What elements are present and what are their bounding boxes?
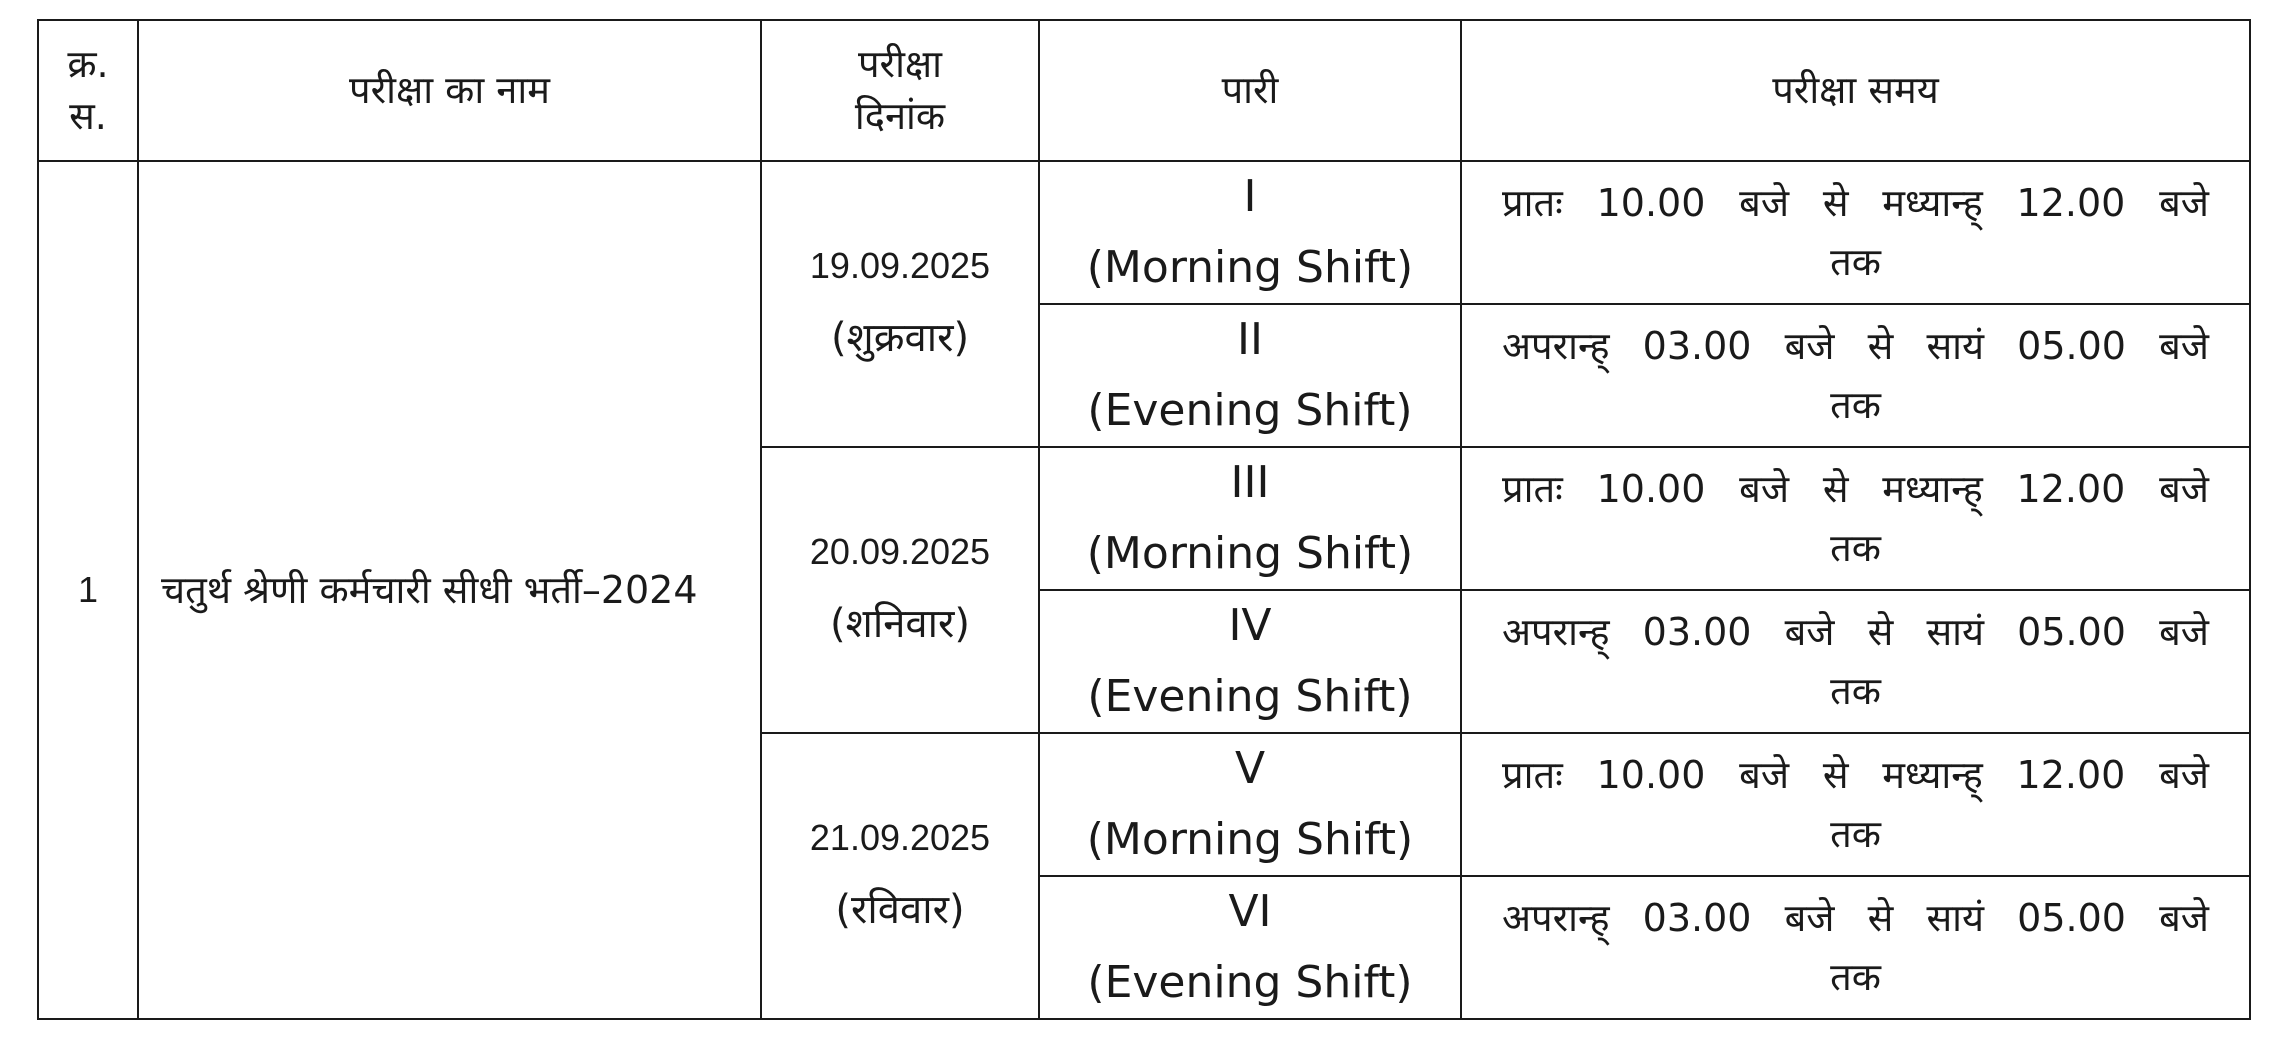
exam-date-cell: [761, 733, 1039, 1019]
header-exam-time: परीक्षा समय: [1461, 20, 2250, 161]
exam-time-cell: [1461, 447, 2250, 590]
exam-time-cell: [1461, 733, 2250, 876]
shift-cell: [1039, 590, 1461, 733]
exam-date-cell: [761, 161, 1039, 447]
exam-day: (रविवार): [835, 887, 965, 934]
exam-day: (शनिवार): [830, 601, 970, 648]
shift-name: (Morning Shift): [1086, 527, 1414, 579]
shift-cell: [1039, 447, 1461, 590]
serial-number-cell: 1: [38, 161, 138, 1019]
exam-schedule-table: [37, 19, 2251, 1020]
header-serial-number: क्र. स.: [38, 20, 138, 161]
header-exam-date: परीक्षा दिनांक: [761, 20, 1039, 161]
shift-cell: [1039, 733, 1461, 876]
table-row: [38, 161, 2250, 304]
exam-time-line1: प्रातः 10.00 बजे से मध्यान्ह् 12.00 बजे: [1502, 752, 2209, 797]
shift-name: (Evening Shift): [1087, 670, 1413, 722]
exam-time-line2: तक: [1830, 668, 1881, 713]
header-exam-name: परीक्षा का नाम: [138, 20, 761, 161]
exam-date: 20.09.2025: [809, 530, 991, 572]
exam-time-line1: अपरान्ह् 03.00 बजे से सायं 05.00 बजे: [1502, 323, 2209, 368]
shift-cell: [1039, 161, 1461, 304]
exam-time-line1: अपरान्ह् 03.00 बजे से सायं 05.00 बजे: [1502, 895, 2209, 940]
exam-time-cell: [1461, 161, 2250, 304]
header-row: [38, 20, 2250, 161]
exam-date-cell: [761, 447, 1039, 733]
shift-number: II: [1237, 314, 1263, 366]
exam-time-line2: तक: [1830, 239, 1881, 284]
exam-time-line1: प्रातः 10.00 बजे से मध्यान्ह् 12.00 बजे: [1502, 466, 2209, 511]
shift-name: (Morning Shift): [1086, 241, 1414, 293]
exam-time-cell: [1461, 876, 2250, 1019]
exam-time-line2: तक: [1830, 382, 1881, 427]
shift-cell: [1039, 876, 1461, 1019]
exam-name-cell: चतुर्थ श्रेणी कर्मचारी सीधी भर्ती–2024: [138, 161, 761, 1019]
shift-number: VI: [1228, 886, 1272, 938]
shift-number: V: [1234, 743, 1266, 795]
exam-time-line2: तक: [1830, 525, 1881, 570]
exam-time-line1: प्रातः 10.00 बजे से मध्यान्ह् 12.00 बजे: [1502, 180, 2209, 225]
header-shift: पारी: [1039, 20, 1461, 161]
shift-name: (Morning Shift): [1086, 813, 1414, 865]
shift-number: III: [1230, 457, 1270, 509]
shift-name: (Evening Shift): [1087, 956, 1413, 1008]
exam-time-cell: [1461, 304, 2250, 447]
exam-date: 19.09.2025: [809, 244, 991, 286]
shift-cell: [1039, 304, 1461, 447]
exam-time-cell: [1461, 590, 2250, 733]
exam-time-line1: अपरान्ह् 03.00 बजे से सायं 05.00 बजे: [1502, 609, 2209, 654]
shift-name: (Evening Shift): [1087, 384, 1413, 436]
shift-number: IV: [1228, 600, 1272, 652]
exam-time-line2: तक: [1830, 954, 1881, 999]
exam-day: (शुक्रवार): [830, 315, 970, 362]
shift-number: I: [1243, 171, 1257, 223]
exam-date: 21.09.2025: [809, 816, 991, 858]
exam-time-line2: तक: [1830, 811, 1881, 856]
